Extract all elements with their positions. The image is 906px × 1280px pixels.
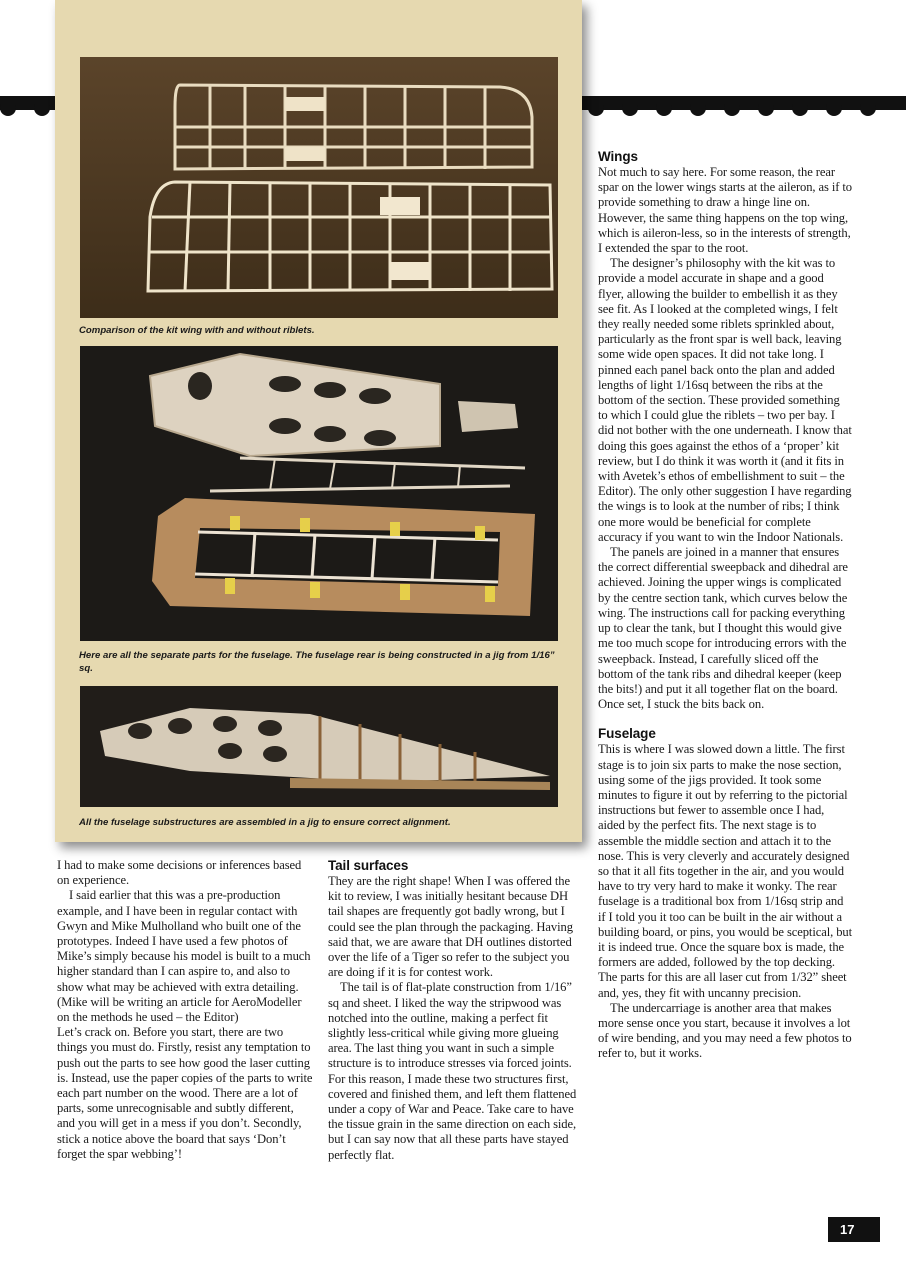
paragraph: I said earlier that this was a pre-production example, and I have been in regular contact with Gwyn and Mike Mulholland who built one of the prototypes. Indeed I have used a few photos of Mike’s simply because his model is built to a much higher standard than I can aspire to, and also to show what may be achieved with extra detailing. (Mike will be writing an article for AeroModeller on the methods he used – the Editor) [57, 888, 311, 1025]
section-heading-wings: Wings [598, 149, 638, 164]
paragraph: The tail is of flat-plate construction from 1/16” sq and sheet. I liked the way the stripwood was notched into the outline, making a perfect fit slightly less-critical while giving more glueing area. The last thing you want in such a simple structure is to introduce stresses via forced joints. For this reason, I made these two structures first, covered and finished them, and left them flattened under a copy of War and Peace. Take care to have the tissue grain in the same direction on each side, but I can say now that all these parts have stayed perfectly flat. [328, 980, 577, 1162]
paragraph: The undercarriage is another area that makes more sense once you start, because it involves a lot of wire bending, and you may need a few photos to refer to, but it works. [598, 1000, 852, 1061]
section-heading-fuselage: Fuselage [598, 726, 656, 742]
photo-panel [55, 0, 582, 842]
paragraph: Not much to say here. For some reason, the rear spar on the lower wings starts at the aileron, as if to provide something to draw a hinge line on. However, the same thing happens on the top wing, which is aileron-less, so in the interests of strength, I extended the spar to the root. [598, 165, 853, 256]
section-heading-tail-surfaces: Tail surfaces [328, 858, 409, 873]
paragraph: Let’s crack on. Before you start, there are two things you must do. Firstly, resist any temptation to push out the parts to see how good the laser cutting is. Instead, use the paper copies of the parts to write each part number on the wood. There are a lot of parts, some unrecognisable and subtly different, and you will get in a mess if you don’t. Secondly, stick a notice above the board that says ‘Don’t forget the spar webbing’! [57, 1025, 313, 1161]
paragraph: The panels are joined in a manner that ensures the correct differential sweepback and dihedral are achieved. Joining the upper wings is complicated by the centre section tank, which curves below the wing. The instructions call for packing everything up to clear the tank, but I thought this would give me too much scope for introducing errors with the sweepback. Instead, I carefully sliced off the bottom of the tank ribs and dihedral keeper (keep the bits!) and put it all together flat on the board. Once set, I stuck the bits back on. [598, 545, 848, 712]
caption-photo2: Here are all the separate parts for the fuselage. The fuselage rear is being constructed in a jig from 1/16” sq. [79, 650, 555, 674]
paragraph: The designer’s philosophy with the kit was to provide a model accurate in shape and a good flyer, allowing the builder to embellish it as they see fit. As I looked at the completed wings, I felt they really needed some riblets sprinkled about, particularly as the front spar is well back, leaving some wide open spaces. It did not take long. I pinned each panel back onto the plan and added lengths of light 1/16sq between the ribs at the bottom of the section. These provided something to which I could glue the riblets – two per bay. I did not bother with the one underneath. I know that doing this goes against the ethos of a ‘proper’ kit review, but I do think it was worth it (and it fits in with Avetek’s ethos of embellishment to suit – the Editor). The only other suggestion I have regarding the wings is to look at the number of ribs; I think one more would be beneficial for complete accuracy if you want to win the Indoor Nationals. [598, 256, 852, 544]
text-column-2 [328, 858, 584, 1163]
paragraph: This is where I was slowed down a little. The first stage is to join six parts to make the nose section, using some of the jigs provided. It took some minutes to figure it out by referring to the pictorial instructions but fewer to assemble once I had, aided by the perfect fits. The next stage is to assemble the middle section and attach it to the nose. This is very cleverly and accurately designed so that it all fits together in the air, and you would have to try very hard to make it wonky. The rear fuselage is a traditional box from 1/16sq strip and if I told you it too can be built in the air without a building board, or pins, you would be sceptical, but it is indeed true. Once the square box is made, the formers are added, followed by the top decking. The parts for this are all laser cut from 1/32” sheet and, yes, they fit with uncanny precision. [598, 742, 852, 1000]
caption-photo3: All the fuselage substructures are assembled in a jig to ensure correct alignment. [79, 817, 451, 828]
text-column-3 [598, 149, 852, 1062]
caption-photo1: Comparison of the kit wing with and without riblets. [79, 325, 315, 336]
photo-fuselage-jig [80, 686, 558, 807]
photo-wing-comparison [80, 57, 558, 318]
page-number: 17 [828, 1217, 880, 1242]
photo-fuselage-parts [80, 346, 558, 641]
paragraph: They are the right shape! When I was offered the kit to review, I was initially hesitant because DH tail shapes are frequently got badly wrong, but I could see the plan through the packaging. Having said that, we are aware that DH outlines distorted over the life of a Tiger so refer to the subject you are doing if it is for contest work. [328, 874, 573, 980]
decorative-scallops-right [580, 104, 906, 118]
text-column-1 [57, 858, 313, 1162]
paragraph: I had to make some decisions or inferences based on experience. [57, 858, 302, 888]
